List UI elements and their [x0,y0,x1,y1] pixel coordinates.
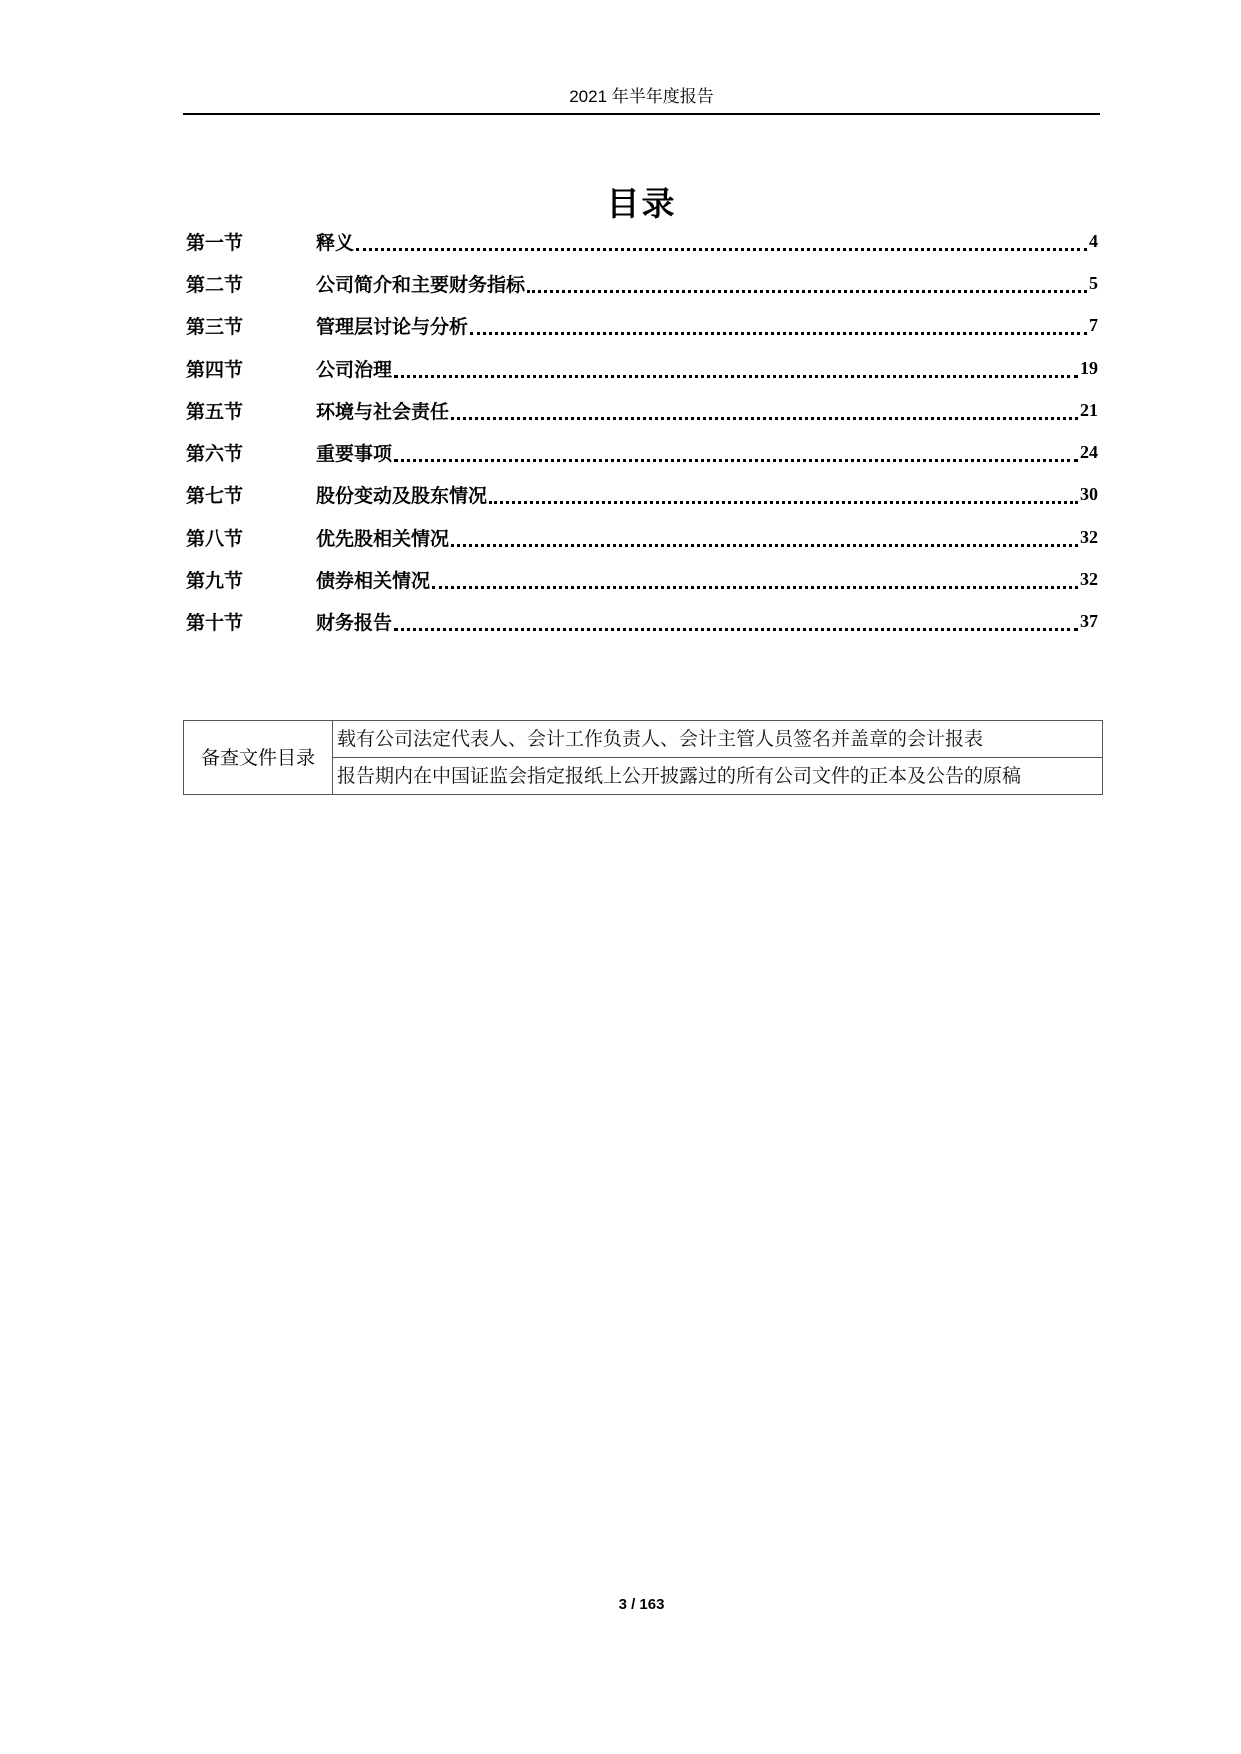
toc-dot-leader [470,326,1087,335]
toc-section-name: 股份变动及股东情况 [316,485,488,508]
toc-section-number: 第四节 [186,358,244,381]
page-number: 3 / 163 [618,1596,665,1613]
toc-section-number: 第六节 [186,443,244,466]
toc-section-name: 公司简介和主要财务指标 [316,273,526,296]
reference-documents-label: 备查文件目录 [184,721,333,795]
toc-section-number: 第五节 [186,400,244,423]
toc-page-number: 21 [1080,399,1098,420]
toc-entry-9[interactable] [186,558,1098,600]
toc-section-name: 公司治理 [316,358,393,381]
toc-dot-leader [394,622,1078,631]
toc-dot-leader [451,538,1078,547]
toc-entry-3[interactable] [186,305,1098,347]
page-header: 2021 年半年度报告 [569,87,714,106]
toc-page-number: 30 [1080,484,1098,505]
toc-dot-leader [489,495,1078,504]
toc-dot-leader [356,242,1087,251]
toc-section-number: 第九节 [186,570,244,593]
toc-section-number: 第七节 [186,485,244,508]
toc-section-name: 债券相关情况 [316,570,431,593]
toc-dot-leader [527,284,1087,293]
toc-page-number: 32 [1080,526,1098,547]
toc-dot-leader [394,453,1078,462]
toc-dot-leader [451,411,1078,420]
toc-dot-leader [394,369,1078,378]
reference-documents-table [183,720,1103,795]
toc-section-name: 环境与社会责任 [316,400,450,423]
toc-entry-4[interactable] [186,347,1098,389]
toc-entry-2[interactable] [186,262,1098,304]
toc-entry-5[interactable] [186,389,1098,431]
toc-section-name: 释义 [316,231,355,254]
toc-section-number: 第一节 [186,231,244,254]
header-divider [183,113,1100,115]
toc-page-number: 32 [1080,569,1098,590]
toc-page-number: 19 [1080,357,1098,378]
toc-page-number: 37 [1080,611,1098,632]
toc-entry-6[interactable] [186,431,1098,473]
toc-dot-leader [432,580,1078,589]
toc-title: 目录 [606,184,677,223]
toc-entry-8[interactable] [186,516,1098,558]
toc-entry-1[interactable] [186,220,1098,262]
reference-document-item: 载有公司法定代表人、会计工作负责人、会计主管人员签名并盖章的会计报表 [333,721,1103,758]
toc-entry-7[interactable] [186,474,1098,516]
toc-section-name: 优先股相关情况 [316,527,450,550]
toc-page-number: 24 [1080,442,1098,463]
toc-page-number: 4 [1089,230,1098,251]
toc-entry-10[interactable] [186,601,1098,643]
toc-section-number: 第三节 [186,316,244,339]
table-of-contents [186,220,1098,643]
toc-section-number: 第二节 [186,273,244,296]
toc-section-name: 财务报告 [316,612,393,635]
toc-section-number: 第八节 [186,527,244,550]
toc-page-number: 7 [1089,315,1098,336]
toc-section-number: 第十节 [186,612,244,635]
table-row [184,721,1103,758]
toc-section-name: 管理层讨论与分析 [316,316,469,339]
reference-document-item: 报告期内在中国证监会指定报纸上公开披露过的所有公司文件的正本及公告的原稿 [333,758,1103,795]
toc-page-number: 5 [1089,272,1098,293]
toc-section-name: 重要事项 [316,443,393,466]
